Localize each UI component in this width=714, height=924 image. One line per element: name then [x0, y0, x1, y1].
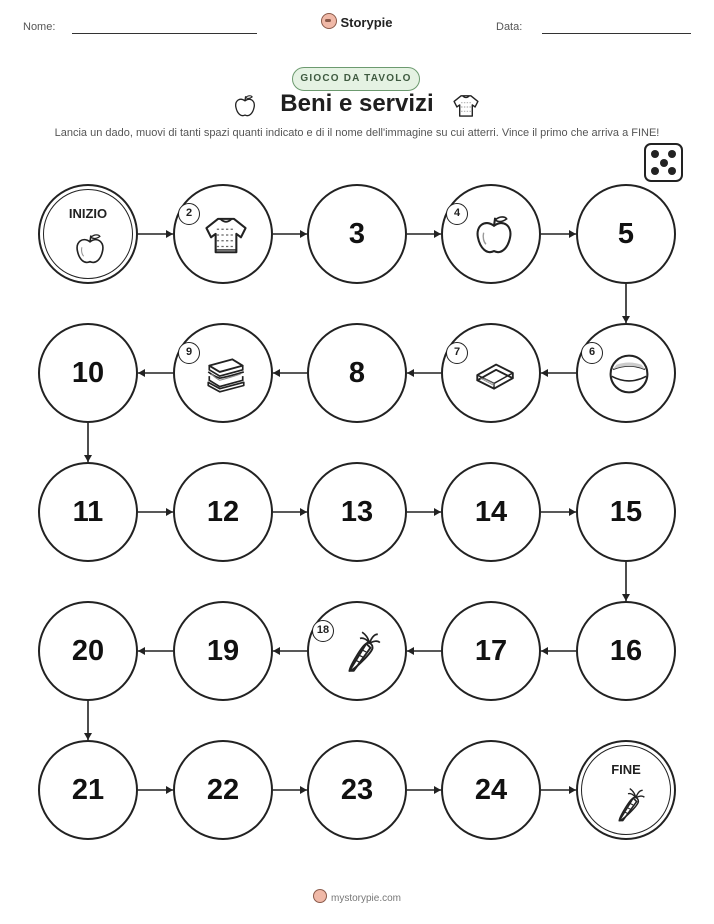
board-space-6 — [576, 323, 676, 423]
space-number: 22 — [206, 773, 240, 806]
space-number: 10 — [71, 356, 105, 389]
path-arrowhead — [569, 508, 576, 516]
space-number: 23 — [340, 773, 374, 806]
path-arrowhead — [84, 733, 92, 740]
space-number: 13 — [340, 495, 374, 528]
carrot-icon — [337, 629, 383, 675]
board-space-8 — [307, 323, 407, 423]
space-number-badge: 6 — [581, 342, 603, 364]
apple-icon — [72, 230, 108, 268]
path-arrowhead — [569, 230, 576, 238]
space-number: 11 — [72, 495, 104, 528]
board-space-22 — [173, 740, 273, 840]
path-arrowhead — [300, 230, 307, 238]
space-number: 15 — [609, 495, 643, 528]
space-number-badge: 18 — [312, 620, 334, 642]
space-number: 19 — [206, 634, 240, 667]
start-space — [38, 184, 138, 284]
space-number: 21 — [71, 773, 105, 806]
name-label: Nome: — [23, 21, 56, 33]
board-space-17 — [441, 601, 541, 701]
path-arrowhead — [434, 230, 441, 238]
board-space-2 — [173, 184, 273, 284]
path-arrowhead — [407, 369, 414, 377]
path-arrowhead — [166, 508, 173, 516]
space-number: 16 — [609, 634, 643, 667]
footer-url: mystorypie.com — [330, 893, 401, 904]
board-space-21 — [38, 740, 138, 840]
space-number: 3 — [348, 217, 366, 250]
space-number-badge: 7 — [446, 342, 468, 364]
finish-label: FINE — [611, 762, 641, 777]
space-number: 8 — [348, 356, 366, 389]
space-number: 12 — [206, 495, 240, 528]
path-arrowhead — [541, 647, 548, 655]
space-number: 14 — [474, 495, 508, 528]
game-type-badge: GIOCO DA TAVOLO — [292, 67, 420, 91]
footer — [0, 889, 714, 904]
board-space-11 — [38, 462, 138, 562]
space-number: 24 — [474, 773, 508, 806]
finish-space — [576, 740, 676, 840]
path-arrowhead — [166, 786, 173, 794]
board-space-23 — [307, 740, 407, 840]
board-space-4 — [441, 184, 541, 284]
path-arrowhead — [273, 369, 280, 377]
footer-logo-icon — [313, 889, 327, 903]
sweater-icon — [203, 212, 249, 258]
start-label: INIZIO — [68, 206, 108, 221]
path-arrowhead — [541, 369, 548, 377]
board-space-14 — [441, 462, 541, 562]
space-number-badge: 9 — [178, 342, 200, 364]
board-space-12 — [173, 462, 273, 562]
board-space-19 — [173, 601, 273, 701]
path-arrowhead — [273, 647, 280, 655]
path-arrowhead — [434, 508, 441, 516]
space-number-badge: 2 — [178, 203, 200, 225]
board-space-3 — [307, 184, 407, 284]
board-space-18 — [307, 601, 407, 701]
board-space-9 — [173, 323, 273, 423]
board-space-24 — [441, 740, 541, 840]
space-number: 17 — [474, 634, 508, 667]
path-arrowhead — [84, 455, 92, 462]
ball-icon — [606, 351, 652, 397]
path-arrowhead — [434, 786, 441, 794]
board-space-20 — [38, 601, 138, 701]
board-space-10 — [38, 323, 138, 423]
sandwich-icon — [203, 351, 249, 397]
instructions: Lancia un dado, muovi di tanti spazi quanti indicato e di il nome dell'immagine su cui atterri. Vince il primo che arriva a FINE! — [54, 127, 660, 139]
path-arrowhead — [138, 369, 145, 377]
board-space-15 — [576, 462, 676, 562]
page-title: Beni e servizi — [280, 90, 434, 117]
carrot-icon — [610, 786, 646, 824]
board-space-5 — [576, 184, 676, 284]
book-icon — [471, 351, 517, 397]
path-arrowhead — [300, 508, 307, 516]
board-space-16 — [576, 601, 676, 701]
brand-name: Storypie — [340, 15, 393, 30]
path-arrowhead — [407, 647, 414, 655]
space-number: 20 — [71, 634, 105, 667]
path-arrowhead — [569, 786, 576, 794]
date-label: Data: — [496, 21, 523, 33]
path-arrowhead — [622, 594, 630, 601]
board-space-7 — [441, 323, 541, 423]
space-number: 5 — [617, 217, 635, 250]
path-arrowhead — [166, 230, 173, 238]
apple-icon — [471, 212, 517, 258]
path-arrowhead — [138, 647, 145, 655]
board-space-13 — [307, 462, 407, 562]
path-arrowhead — [622, 316, 630, 323]
path-arrowhead — [300, 786, 307, 794]
space-number-badge: 4 — [446, 203, 468, 225]
